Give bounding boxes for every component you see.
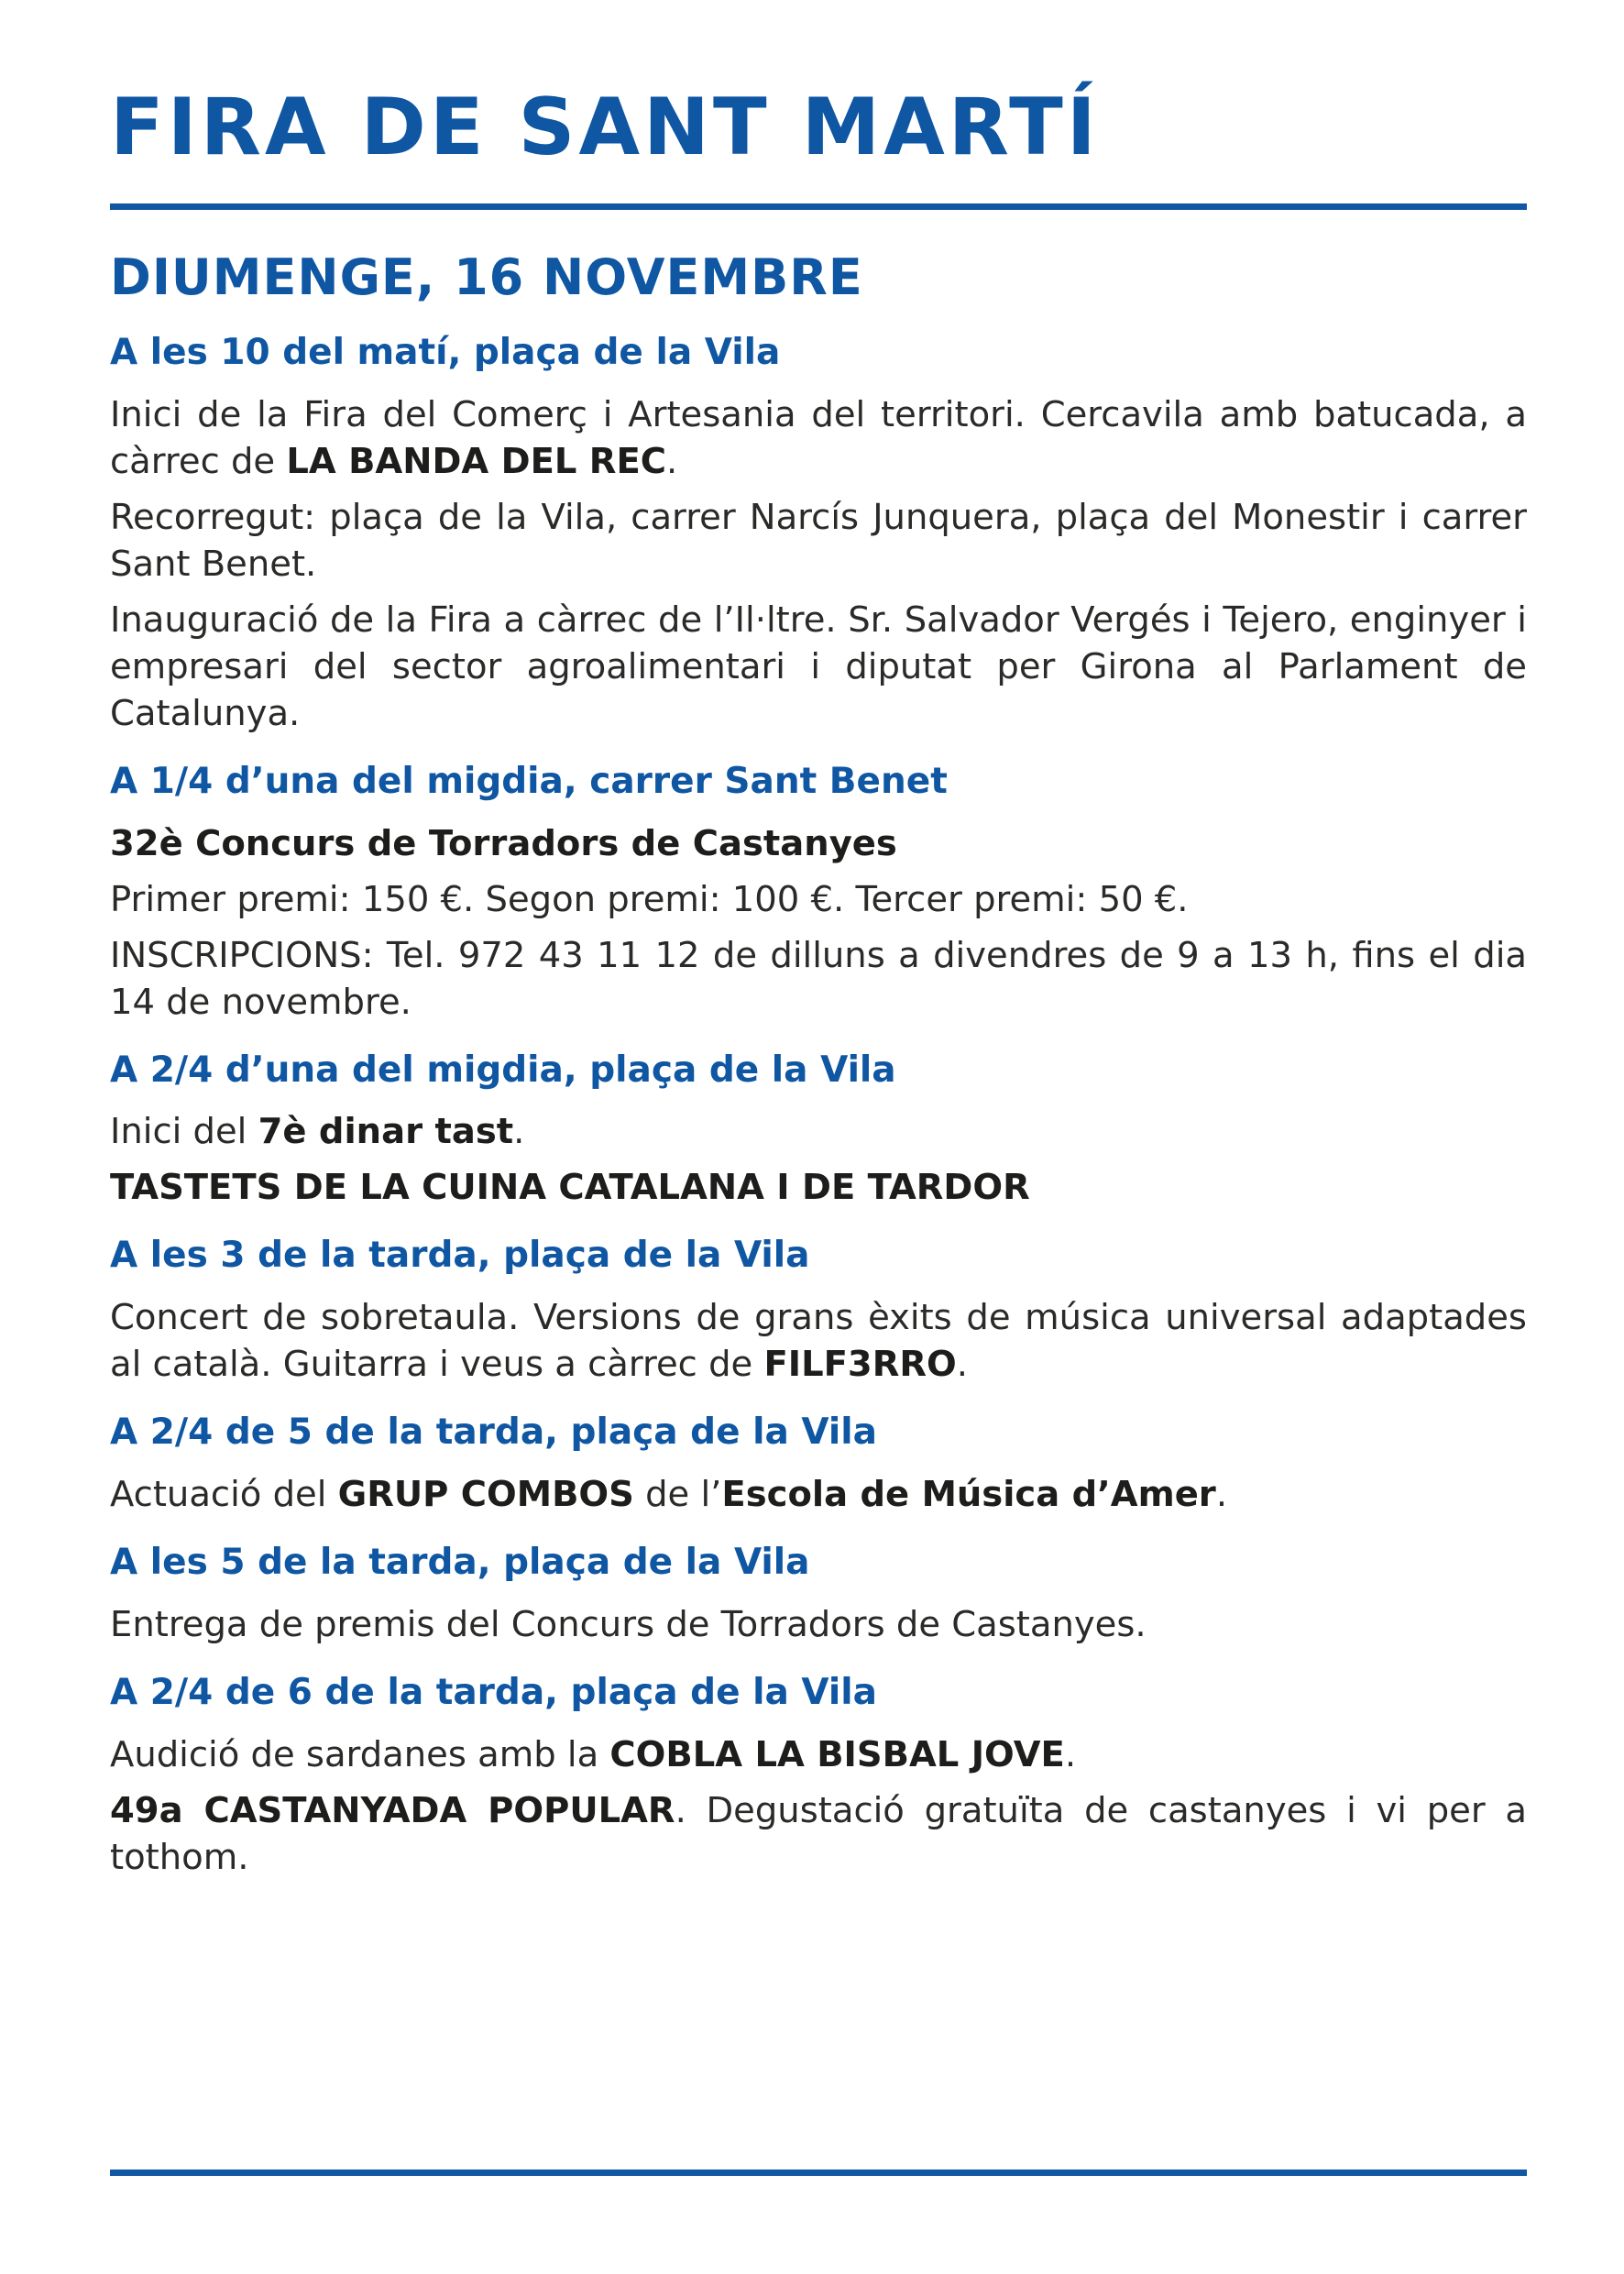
- event-description: [110, 1731, 1527, 1778]
- text-run: .: [513, 1111, 525, 1153]
- text-run: Inici del: [110, 1111, 258, 1153]
- page-title: FIRA DE SANT MARTÍ: [110, 82, 1100, 173]
- event-item: [110, 332, 1527, 737]
- bold-text: FILF3RRO: [763, 1344, 957, 1386]
- bold-text: COBLA LA BISBAL JOVE: [609, 1733, 1065, 1775]
- event-item: [110, 1235, 1527, 1388]
- event-inauguration: [110, 597, 1527, 737]
- event-title: [110, 820, 1527, 867]
- event-route: [110, 494, 1527, 588]
- text-run: Inauguració de la Fira a càrrec de l’Il·ltre. Sr. Salvador Vergés i Tejero, enginyer i empresari del sector agroalimentari i diputat per Girona al Parlament de Catalunya.: [110, 599, 1527, 734]
- event-description: [110, 1294, 1527, 1388]
- event-item: [110, 1049, 1527, 1212]
- bold-text: LA BANDA DEL REC: [286, 440, 667, 482]
- event-time-location: A les 5 de la tarda, plaça de la Vila: [110, 1542, 810, 1584]
- event-description: [110, 391, 1527, 485]
- bold-text: Escola de Música d’Amer: [721, 1474, 1216, 1516]
- event-time-location: A 1/4 d’una del migdia, carrer Sant Benet: [110, 760, 948, 802]
- event-time-location: A 2/4 de 5 de la tarda, plaça de la Vila: [110, 1412, 877, 1454]
- event-time-location: A 2/4 de 6 de la tarda, plaça de la Vila: [110, 1671, 877, 1713]
- event-prizes: [110, 876, 1527, 923]
- event-description: [110, 1108, 1527, 1155]
- event-description: [110, 1471, 1527, 1518]
- text-run: Primer premi: 150 €. Segon premi: 100 €. Tercer premi: 50 €.: [110, 878, 1189, 920]
- event-castanyada: [110, 1787, 1527, 1881]
- text-run: . Degustació gratuïta de castanyes i vi per a tothom.: [110, 1789, 1527, 1878]
- text-run: .: [666, 440, 678, 482]
- text-run: .: [956, 1344, 968, 1386]
- event-time-location: A 2/4 d’una del migdia, plaça de la Vila: [110, 1049, 896, 1091]
- text-run: INSCRIPCIONS: Tel. 972 43 11 12 de dilluns a divendres de 9 a 13 h, fins el dia 14 de novembre.: [110, 934, 1527, 1023]
- text-run: Recorregut: plaça de la Vila, carrer Narcís Junquera, plaça del Monestir i carrer Sant Benet.: [110, 496, 1527, 585]
- bold-text: 7è dinar tast: [258, 1111, 514, 1153]
- bold-text: TASTETS DE LA CUINA CATALANA I DE TARDOR: [110, 1167, 1030, 1209]
- program-content: [110, 249, 1527, 1905]
- bottom-divider: [110, 2170, 1527, 2176]
- bold-text: 32è Concurs de Torradors de Castanyes: [110, 822, 897, 864]
- top-divider: [110, 203, 1527, 210]
- text-run: Concert de sobretaula. Versions de grans èxits de música universal adaptades al català. Guitarra i veus a càrrec de: [110, 1297, 1527, 1386]
- text-run: Entrega de premis del Concurs de Torradors de Castanyes.: [110, 1603, 1147, 1645]
- event-item: [110, 1672, 1527, 1881]
- event-item: [110, 1412, 1527, 1518]
- event-item: [110, 1542, 1527, 1648]
- text-run: Inici de la Fira del Comerç i Artesania del territori. Cercavila amb batucada, a càrrec de: [110, 393, 1527, 482]
- day-heading: DIUMENGE, 16 NOVEMBRE: [110, 248, 863, 306]
- event-time-location: A les 3 de la tarda, plaça de la Vila: [110, 1235, 810, 1277]
- text-run: .: [1064, 1733, 1077, 1775]
- event-item: [110, 761, 1527, 1026]
- bold-text: 49a CASTANYADA POPULAR: [110, 1789, 675, 1831]
- event-registration: [110, 932, 1527, 1026]
- text-run: Audició de sardanes amb la: [110, 1733, 610, 1775]
- event-time-location: A les 10 del matí, plaça de la Vila: [110, 332, 781, 374]
- event-description: [110, 1601, 1527, 1648]
- text-run: Actuació del: [110, 1474, 338, 1516]
- bold-text: GRUP COMBOS: [337, 1474, 634, 1516]
- event-subtitle: [110, 1164, 1527, 1211]
- text-run: .: [1215, 1474, 1228, 1516]
- text-run: de l’: [633, 1474, 722, 1516]
